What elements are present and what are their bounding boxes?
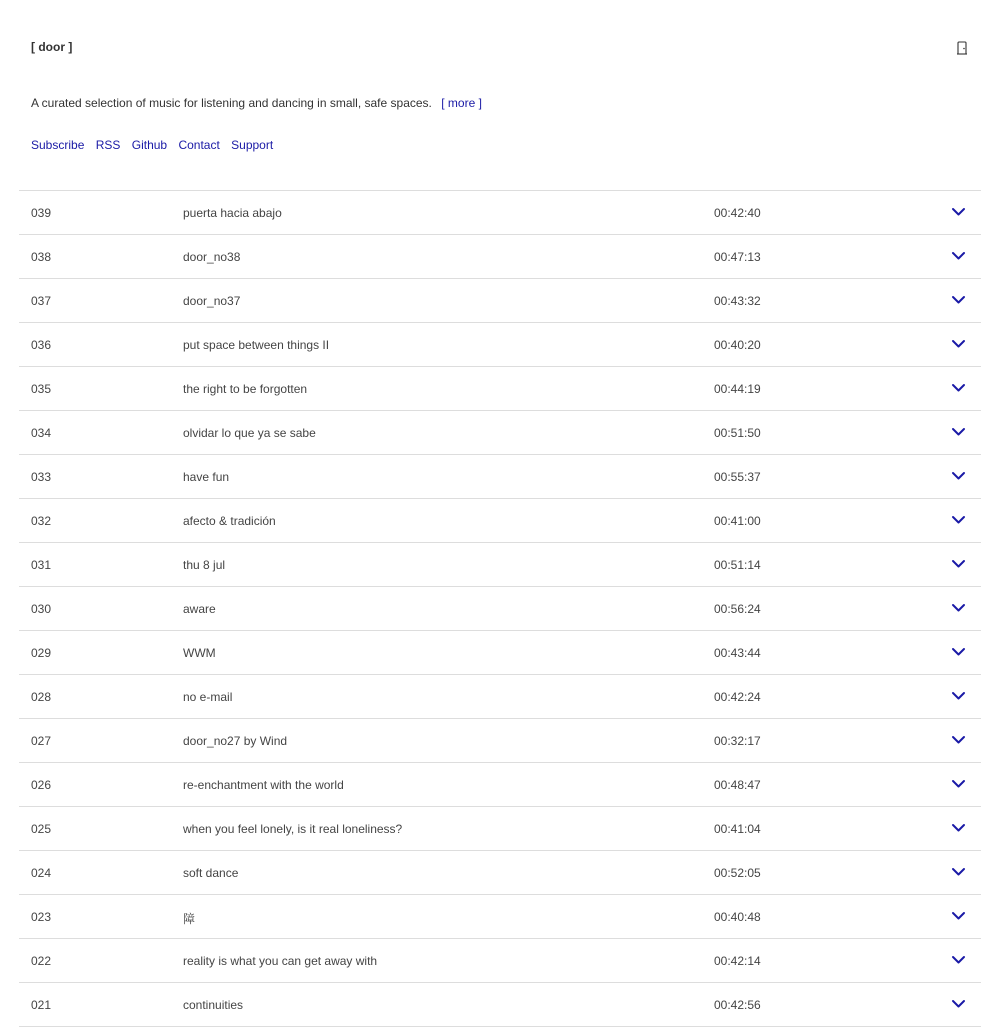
- chevron-down-icon[interactable]: [951, 955, 966, 965]
- episode-duration: 00:40:20: [714, 338, 761, 352]
- episode-row[interactable]: [19, 895, 981, 939]
- chevron-down-icon[interactable]: [951, 559, 966, 569]
- subscribe-link[interactable]: Subscribe: [31, 138, 85, 152]
- episode-duration: 00:52:05: [714, 866, 761, 880]
- episode-number: 036: [31, 338, 52, 352]
- episode-number: 022: [31, 954, 52, 968]
- episode-number: 028: [31, 690, 52, 704]
- chevron-down-icon[interactable]: [951, 339, 966, 349]
- episode-duration: 00:43:44: [714, 646, 761, 660]
- episode-title[interactable]: olvidar lo que ya se sabe: [183, 426, 316, 440]
- site-tagline: [31, 96, 482, 110]
- chevron-down-icon[interactable]: [951, 251, 966, 261]
- chevron-down-icon[interactable]: [951, 867, 966, 877]
- chevron-down-icon[interactable]: [951, 779, 966, 789]
- episode-title[interactable]: soft dance: [183, 866, 239, 880]
- episode-title[interactable]: reality is what you can get away with: [183, 954, 378, 968]
- episode-duration: 00:56:24: [714, 602, 761, 616]
- episode-duration: 00:55:37: [714, 470, 761, 484]
- more-link[interactable]: [ more ]: [441, 96, 482, 110]
- chevron-down-icon[interactable]: [951, 911, 966, 921]
- site-logo[interactable]: [ door ]: [31, 40, 73, 54]
- episode-number: 032: [31, 514, 52, 528]
- episode-title[interactable]: puerta hacia abajo: [183, 206, 282, 220]
- episode-duration: 00:42:24: [714, 690, 761, 704]
- episode-number: 024: [31, 866, 52, 880]
- episode-number: 029: [31, 646, 52, 660]
- chevron-down-icon[interactable]: [951, 383, 966, 393]
- episode-number: 027: [31, 734, 52, 748]
- episode-duration: 00:47:13: [714, 250, 761, 264]
- episode-row[interactable]: [19, 675, 981, 719]
- site-header: [0, 0, 1000, 190]
- episode-title[interactable]: the right to be forgotten: [183, 382, 308, 396]
- episode-row[interactable]: [19, 587, 981, 631]
- episode-duration: 00:43:32: [714, 294, 761, 308]
- episode-title[interactable]: have fun: [183, 470, 230, 484]
- episode-row[interactable]: [19, 499, 981, 543]
- chevron-down-icon[interactable]: [951, 295, 966, 305]
- nav-links: [31, 138, 281, 152]
- episode-number: 037: [31, 294, 52, 308]
- episode-row[interactable]: [19, 367, 981, 411]
- episode-title[interactable]: thu 8 jul: [183, 558, 226, 572]
- episode-number: 038: [31, 250, 52, 264]
- episode-row[interactable]: [19, 983, 981, 1027]
- episode-title[interactable]: put space between things II: [183, 338, 330, 352]
- episode-title[interactable]: 障: [183, 912, 196, 926]
- episode-duration: 00:51:50: [714, 426, 761, 440]
- support-link[interactable]: Support: [231, 138, 274, 152]
- chevron-down-icon[interactable]: [951, 823, 966, 833]
- episode-title[interactable]: afecto & tradición: [183, 514, 276, 528]
- episode-duration: 00:42:56: [714, 998, 761, 1012]
- episode-duration: 00:40:48: [714, 910, 761, 924]
- episode-duration: 00:48:47: [714, 778, 761, 792]
- chevron-down-icon[interactable]: [951, 471, 966, 481]
- episode-title[interactable]: continuities: [183, 998, 244, 1012]
- episode-title[interactable]: door_no37: [183, 294, 241, 308]
- episode-duration: 00:42:14: [714, 954, 761, 968]
- episode-duration: 00:44:19: [714, 382, 761, 396]
- chevron-down-icon[interactable]: [951, 999, 966, 1009]
- chevron-down-icon[interactable]: [951, 647, 966, 657]
- github-link[interactable]: Github: [131, 138, 168, 152]
- episode-title[interactable]: aware: [183, 602, 216, 616]
- chevron-down-icon[interactable]: [951, 735, 966, 745]
- episode-row[interactable]: [19, 411, 981, 455]
- chevron-down-icon[interactable]: [951, 691, 966, 701]
- episode-title[interactable]: door_no38: [183, 250, 241, 264]
- episode-row[interactable]: [19, 763, 981, 807]
- episode-duration: 00:41:00: [714, 514, 761, 528]
- episode-number: 030: [31, 602, 52, 616]
- episode-row[interactable]: [19, 191, 981, 235]
- episode-duration: 00:32:17: [714, 734, 761, 748]
- episode-row[interactable]: [19, 455, 981, 499]
- episode-row[interactable]: [19, 279, 981, 323]
- episode-title[interactable]: re-enchantment with the world: [183, 778, 344, 792]
- episode-number: 039: [31, 206, 52, 220]
- chevron-down-icon[interactable]: [951, 515, 966, 525]
- tagline-text: A curated selection of music for listening and dancing in small, safe spaces.: [31, 96, 432, 110]
- episode-row[interactable]: [19, 939, 981, 983]
- episode-number: 025: [31, 822, 52, 836]
- episode-title[interactable]: WWM: [183, 646, 216, 660]
- episode-row[interactable]: [19, 235, 981, 279]
- episode-number: 031: [31, 558, 52, 572]
- episode-row[interactable]: [19, 719, 981, 763]
- episode-title[interactable]: when you feel lonely, is it real loneliness?: [183, 822, 403, 836]
- episode-duration: 00:41:04: [714, 822, 761, 836]
- episode-duration: 00:42:40: [714, 206, 761, 220]
- episode-row[interactable]: [19, 323, 981, 367]
- chevron-down-icon[interactable]: [951, 427, 966, 437]
- episode-number: 033: [31, 470, 52, 484]
- episode-title[interactable]: door_no27 by Wind: [183, 734, 288, 748]
- chevron-down-icon[interactable]: [951, 207, 966, 217]
- chevron-down-icon[interactable]: [951, 603, 966, 613]
- episode-number: 021: [31, 998, 52, 1012]
- contact-link[interactable]: Contact: [178, 138, 220, 152]
- episode-row[interactable]: [19, 631, 981, 675]
- episode-list: [19, 190, 981, 1027]
- door-icon[interactable]: [956, 41, 968, 55]
- episode-row[interactable]: [19, 851, 981, 895]
- episode-row[interactable]: [19, 543, 981, 587]
- episode-number: 034: [31, 426, 52, 440]
- episode-number: 035: [31, 382, 52, 396]
- episode-duration: 00:51:14: [714, 558, 761, 572]
- episode-row[interactable]: [19, 807, 981, 851]
- episode-number: 023: [31, 910, 52, 924]
- episode-title[interactable]: no e-mail: [183, 690, 233, 704]
- episode-number: 026: [31, 778, 52, 792]
- rss-link[interactable]: RSS: [95, 138, 121, 152]
